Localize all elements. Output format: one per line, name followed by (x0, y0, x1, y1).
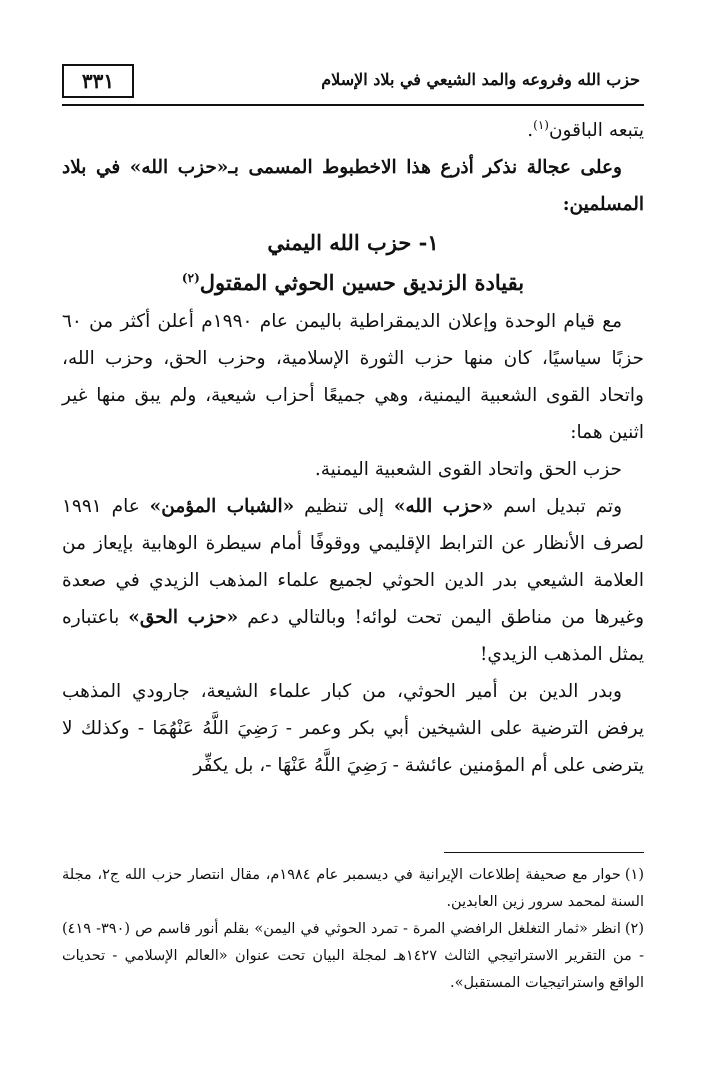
continuation-text: يتبعه الباقون (548, 120, 644, 141)
section-heading: ١- حزب الله اليمني (267, 230, 439, 255)
footnote-1-text: حوار مع صحيفة إطلاعات الإيرانية في ديسمبر عام ١٩٨٤م، مقال انتصار حزب الله ج٢، مجلة السنة لمحمد سرور زين العابدين. (62, 867, 644, 910)
running-title: حزب الله وفروعه والمد الشيعي في بلاد الإسلام (321, 70, 640, 89)
footnotes (62, 862, 644, 997)
quote-hezbollah: «حزب الله» (393, 496, 494, 517)
footnote-2-text: انظر «ثمار التغلغل الرافضي المرة - تمرد الحوثي في اليمن» بقلم أنور قاسم ص (٣٩٠- ٤١٩) - من التقرير الاستراتيجي الثالث ١٤٢٧هـ لمجلة البيان تحت عنوان «العالم الإسلامي - تحديات الواقع واستراتيجيات المستقبل». (62, 921, 644, 991)
footnote-1 (62, 862, 644, 916)
intro-paragraph: وعلى عجالة نذكر أذرع هذا الاخطبوط المسمى بـ«حزب الله» في بلاد المسلمين: (62, 157, 644, 215)
continuation-end: . (527, 120, 534, 141)
para3-part-g: باعتباره يمثل المذهب الزيدي! (62, 607, 644, 665)
quote-believing-youth: «الشباب المؤمن» (149, 496, 295, 517)
paragraph-4: وبدر الدين بن أمير الحوثي، من كبار علماء الشيعة، جارودي المذهب يرفض الترضية على الشيخين أبي بكر وعمر - رَضِيَ اللَّهُ عَنْهُمَا - وكذلك لا يترضى على أم المؤمنين عائشة - رَضِيَ اللَّهُ عَنْهَا -، بل يكفِّر (62, 681, 644, 776)
footnote-ref-1: (١) (533, 117, 549, 132)
page-header (62, 62, 644, 106)
section-subheading (62, 263, 644, 303)
main-text (62, 112, 644, 784)
para3-part-a: وتم تبديل اسم (493, 496, 622, 517)
quote-hizb-al-haq: «حزب الحق» (128, 607, 239, 628)
para3-part-e: عام ١٩٩١ لصرف الأنظار عن الترابط الإقليمي ووقوفًا أمام سيطرة الوهابية بإيعاز من العلامة الشيعي بدر الدين الحوثي لجميع علماء المذهب الزيدي في صعدة وغيرها من مناطق اليمن تحت لوائه! وبالتالي دعم (62, 496, 645, 628)
footnote-2-mark: (٢) (624, 921, 644, 937)
paragraph-3 (62, 488, 644, 673)
paragraph-2: حزب الحق واتحاد القوى الشعبية اليمنية. (314, 459, 622, 480)
footnote-ref-2: (٢) (181, 271, 200, 285)
footnote-1-mark: (١) (624, 867, 644, 883)
paragraph-1: مع قيام الوحدة وإعلان الديمقراطية باليمن عام ١٩٩٠م أعلن أكثر من ٦٠ حزبًا سياسيًا، كان منها حزب الثورة الإسلامية، وحزب الحق، وحزب الله، واتحاد القوى الشعبية اليمنية، وهي جميعًا أحزاب شيعية، ولم يبق منها غير اثنين هما: (62, 311, 644, 443)
footnote-2 (62, 916, 644, 997)
continuation-line (62, 112, 644, 149)
subheading-text: بقيادة الزنديق حسين الحوثي المقتول (199, 270, 525, 295)
page-number: ٣٣١ (62, 64, 134, 98)
footnote-divider (444, 852, 644, 853)
para3-part-c: إلى تنظيم (294, 496, 394, 517)
